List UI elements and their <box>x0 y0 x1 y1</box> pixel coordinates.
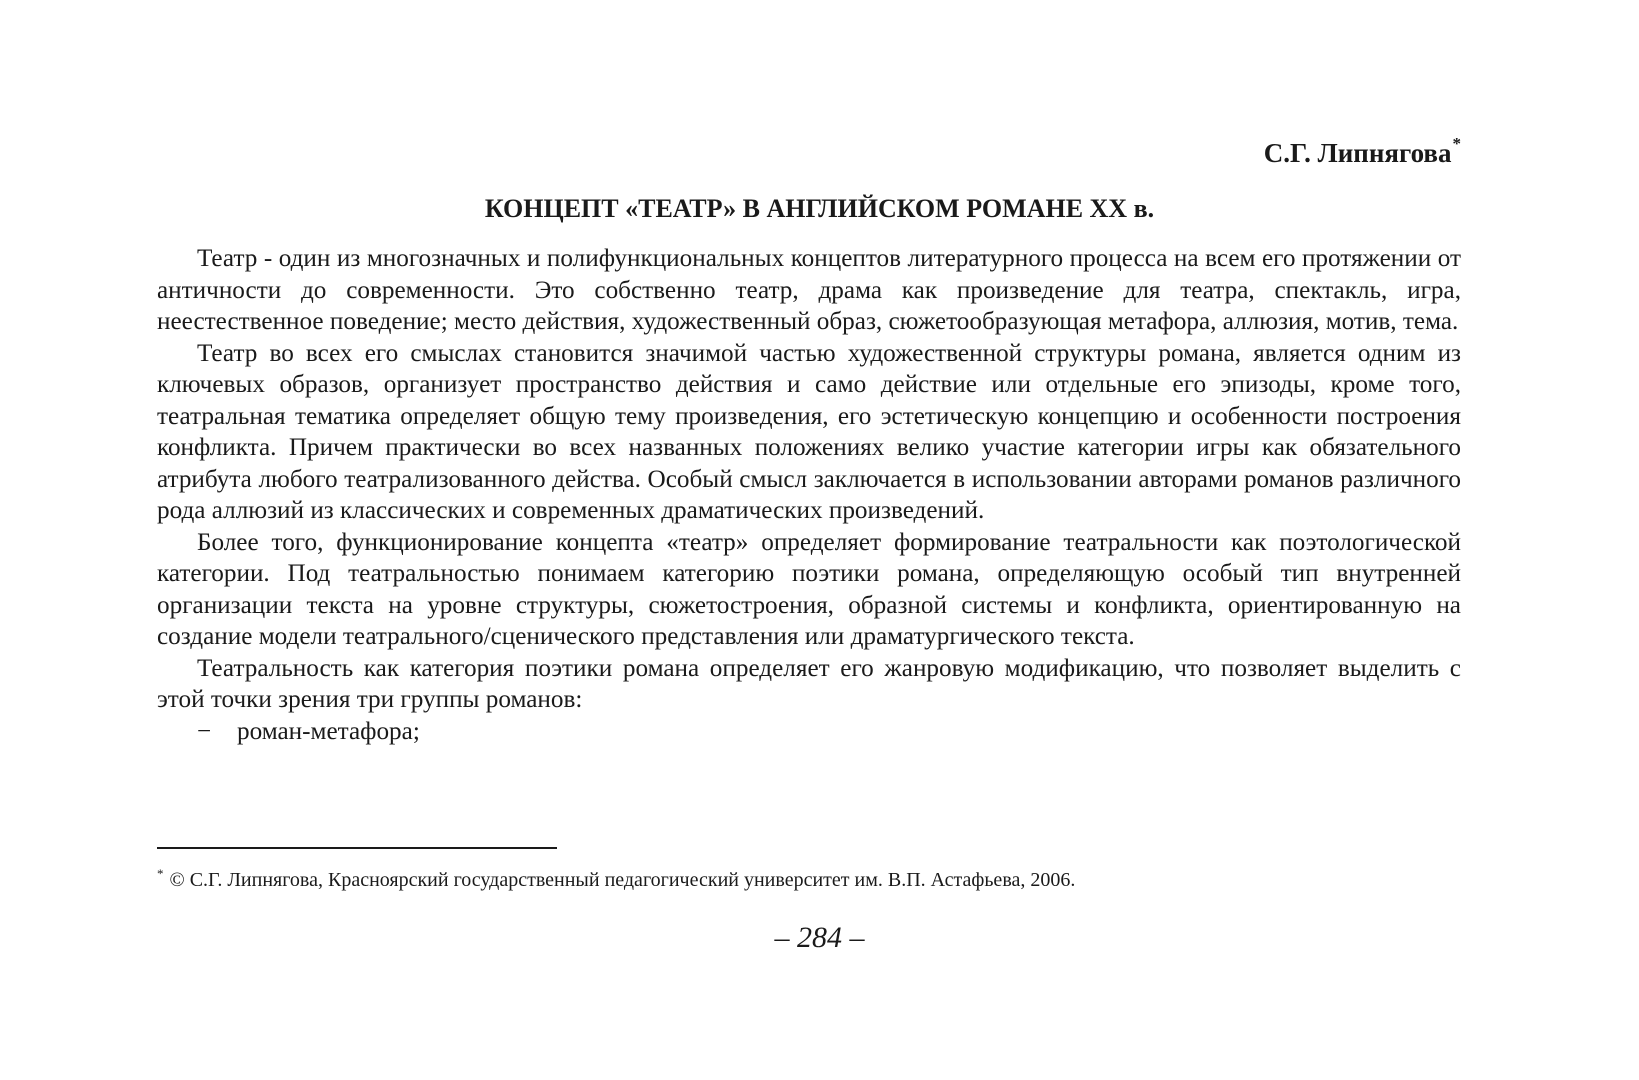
list-dash: − <box>197 717 212 745</box>
author-footnote-mark[interactable]: * <box>1452 134 1461 153</box>
footnote-divider <box>157 847 557 849</box>
article-title: КОНЦЕПТ «ТЕАТР» В АНГЛИЙСКОМ РОМАНЕ XX в. <box>484 194 1155 223</box>
page-number: – 284 – <box>774 921 865 954</box>
paragraph-1: Театр - один из многозначных и полифункциональных концептов литературного процесса на всем его протяжении от античности до современности. Это собственно театр, драма как произведение для театра, спектакль, игра, неестественное поведение; место действия, художественный образ, сюжетообразующая метафора, аллюзия, мотив, тема. <box>157 245 1461 335</box>
list-item-text: роман-метафора; <box>237 717 420 745</box>
paragraph-3: Более того, функционирование концепта «театр» определяет формирование театральности как поэтологической категории. Под театральностью понимаем категорию поэтики романа, определяющую особый тип внутренней организации текста на уровне структуры, сюжетостроения, образной системы и конфликта, ориентированную на создание модели театрального/сценического представления или драматургического текста. <box>157 528 1461 650</box>
author-name <box>1263 134 1461 168</box>
article-body <box>157 243 1461 747</box>
list-item <box>157 716 1461 748</box>
footnote-text: © С.Г. Липнягова, Красноярский государственный педагогический университет им. В.П. Астафьева, 2006. <box>169 869 1076 891</box>
author-name-text: С.Г. Липнягова <box>1263 138 1452 168</box>
paragraph-4: Театральность как категория поэтики романа определяет его жанровую модификацию, что позволяет выделить с этой точки зрения три группы романов: <box>157 654 1461 713</box>
paragraph-2: Театр во всех его смыслах становится значимой частью художественной структуры романа, является одним из ключевых образов, организует пространство действия и само действие или отдельные его эпизоды, кроме того, театральная тематика определяет общую тему произведения, его эстетическую концепцию и особенности построения конфликта. Причем практически во всех названных положениях велико участие категории игры как обязательного атрибута любого театрализованного действа. Особый смысл заключается в использовании авторами романов различного рода аллюзий из классических и современных драматических произведений. <box>157 339 1461 524</box>
footnote <box>157 866 1076 891</box>
footnote-mark: * <box>157 866 164 881</box>
